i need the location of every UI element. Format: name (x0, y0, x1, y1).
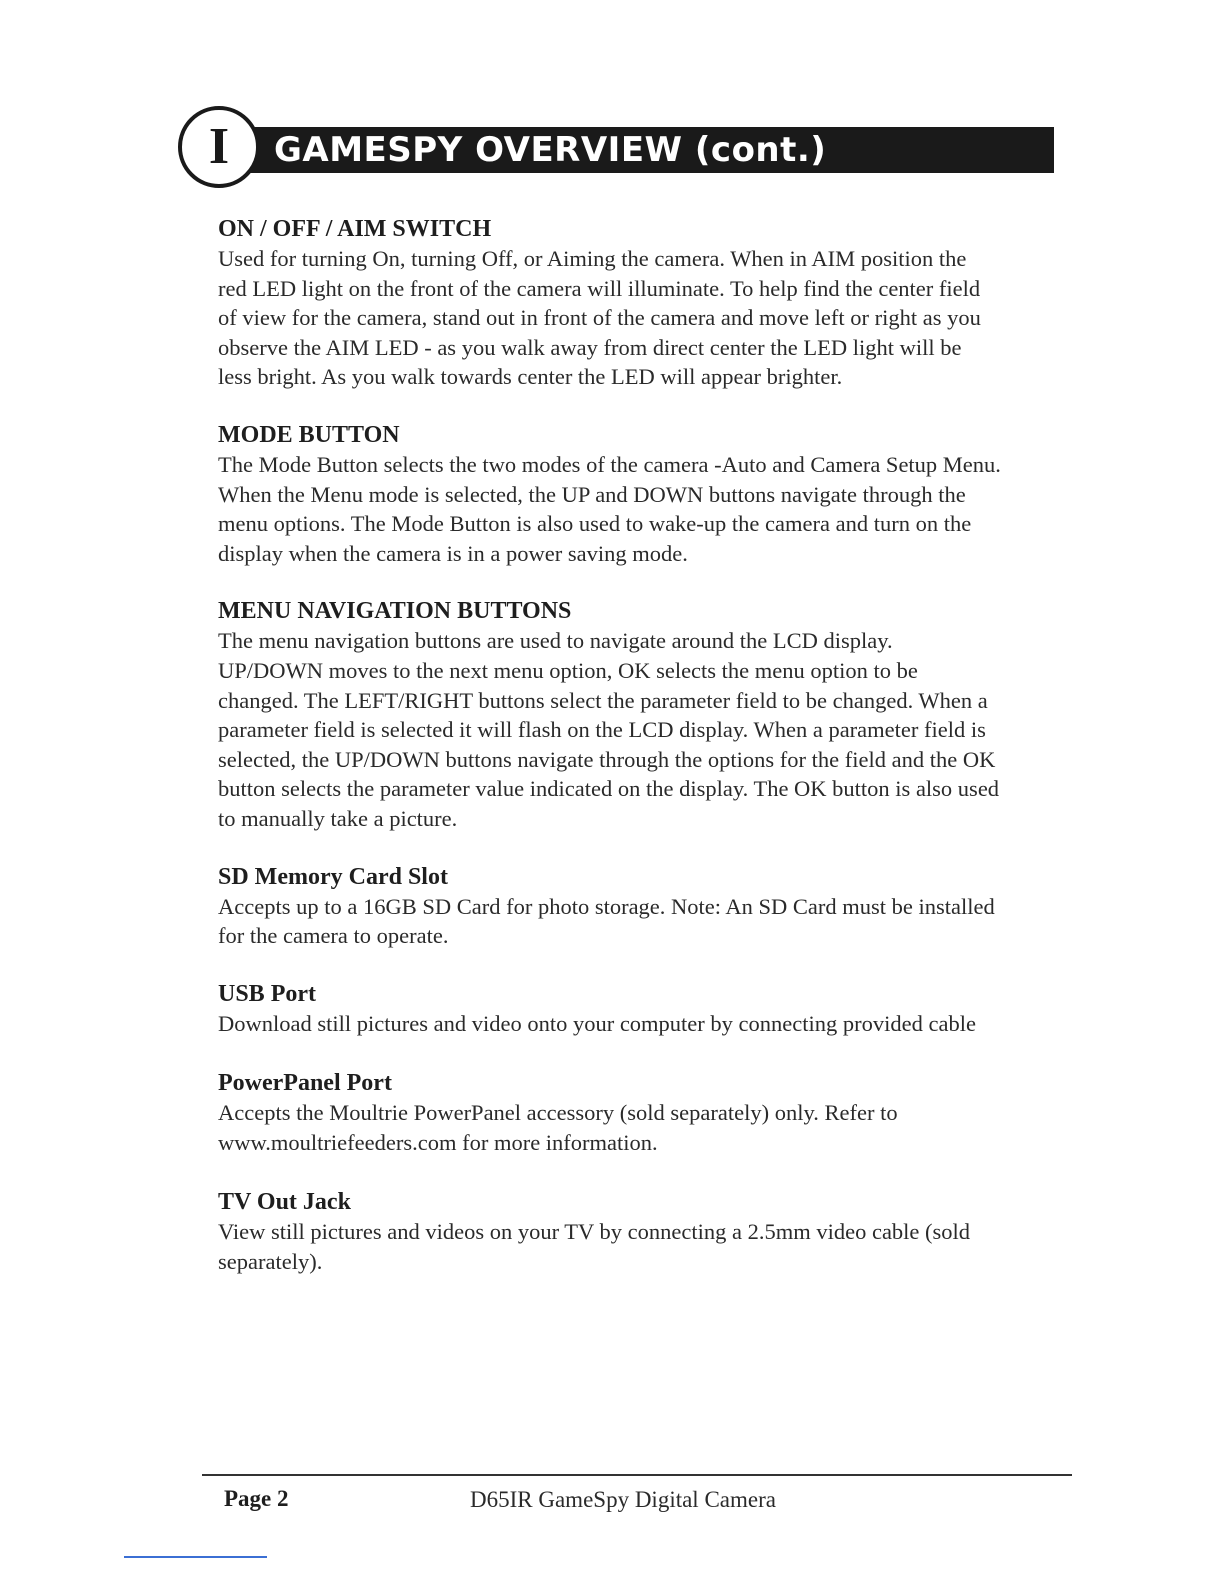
section-body (218, 626, 1088, 833)
section-title: MODE BUTTON (218, 421, 400, 448)
body-line: changed. The LEFT/RIGHT buttons select the parameter field to be changed. When a (218, 687, 988, 713)
section-title: USB Port (218, 980, 316, 1007)
body-line: www.moultriefeeders.com for more information. (218, 1129, 658, 1155)
section-body (218, 1098, 1088, 1157)
section-title: TV Out Jack (218, 1189, 351, 1216)
body-line: selected, the UP/DOWN buttons navigate through the options for the field and the OK (218, 746, 996, 772)
section-body (218, 1217, 1088, 1276)
section (218, 862, 1088, 951)
body-line: parameter field is selected it will flash on the LCD display. When a parameter field is (218, 717, 986, 743)
body-line: The menu navigation buttons are used to navigate around the LCD display. (218, 628, 893, 654)
header-title: GAMESPY OVERVIEW (cont.) (274, 130, 827, 170)
body-line: Accepts up to a 16GB SD Card for photo storage. Note: An SD Card must be installed (218, 893, 995, 919)
body-line: separately). (218, 1249, 323, 1275)
section-title: MENU NAVIGATION BUTTONS (218, 598, 572, 625)
body-line: button selects the parameter value indicated on the display. The OK button is also used (218, 776, 1000, 802)
body-line: Used for turning On, turning Off, or Aiming the camera. When in AIM position the (218, 246, 967, 271)
body-line: The Mode Button selects the two modes of the camera -Auto and Camera Setup Menu. (218, 451, 1001, 477)
body-line: for the camera to operate. (218, 923, 449, 949)
body-line: of view for the camera, stand out in front of the camera and move left or right as you (218, 305, 981, 331)
corner-mark (124, 1556, 267, 1558)
section-title: SD Memory Card Slot (218, 863, 448, 890)
section (218, 1068, 1088, 1157)
section-body (218, 244, 1088, 392)
section-body (218, 1009, 1088, 1039)
body-line: menu options. The Mode Button is also used to wake-up the camera and turn on the (218, 511, 972, 537)
body-line: display when the camera is in a power saving mode. (218, 540, 688, 566)
body-line: View still pictures and videos on your TV by connecting a 2.5mm video cable (sold (218, 1219, 971, 1245)
body-line: to manually take a picture. (218, 805, 458, 831)
section-header (178, 106, 1054, 188)
body-line: red LED light on the front of the camera will illuminate. To help find the center field (218, 275, 981, 301)
section (218, 1187, 1088, 1276)
body-line: When the Menu mode is selected, the UP and DOWN buttons navigate through the (218, 481, 966, 507)
document-title: D65IR GameSpy Digital Camera (470, 1487, 776, 1512)
section (218, 596, 1088, 833)
body-line: Download still pictures and video onto your computer by connecting provided cable (218, 1010, 976, 1036)
footer-divider (202, 1474, 1072, 1476)
section (218, 420, 1088, 568)
section (218, 979, 1088, 1039)
document-body (218, 214, 1088, 1305)
body-line: UP/DOWN moves to the next menu option, OK selects the menu option to be (218, 657, 918, 683)
section (218, 214, 1088, 392)
section-body (218, 892, 1088, 951)
chapter-numeral-badge: I (178, 106, 260, 188)
section-title: PowerPanel Port (218, 1070, 392, 1097)
page-number: Page 2 (224, 1486, 289, 1511)
body-line: Accepts the Moultrie PowerPanel accessory (sold separately) only. Refer to (218, 1100, 898, 1126)
body-line: observe the AIM LED - as you walk away from direct center the LED light will be (218, 334, 962, 360)
section-title: ON / OFF / AIM SWITCH (218, 216, 492, 242)
section-body (218, 450, 1088, 568)
body-line: less bright. As you walk towards center the LED will appear brighter. (218, 364, 843, 390)
